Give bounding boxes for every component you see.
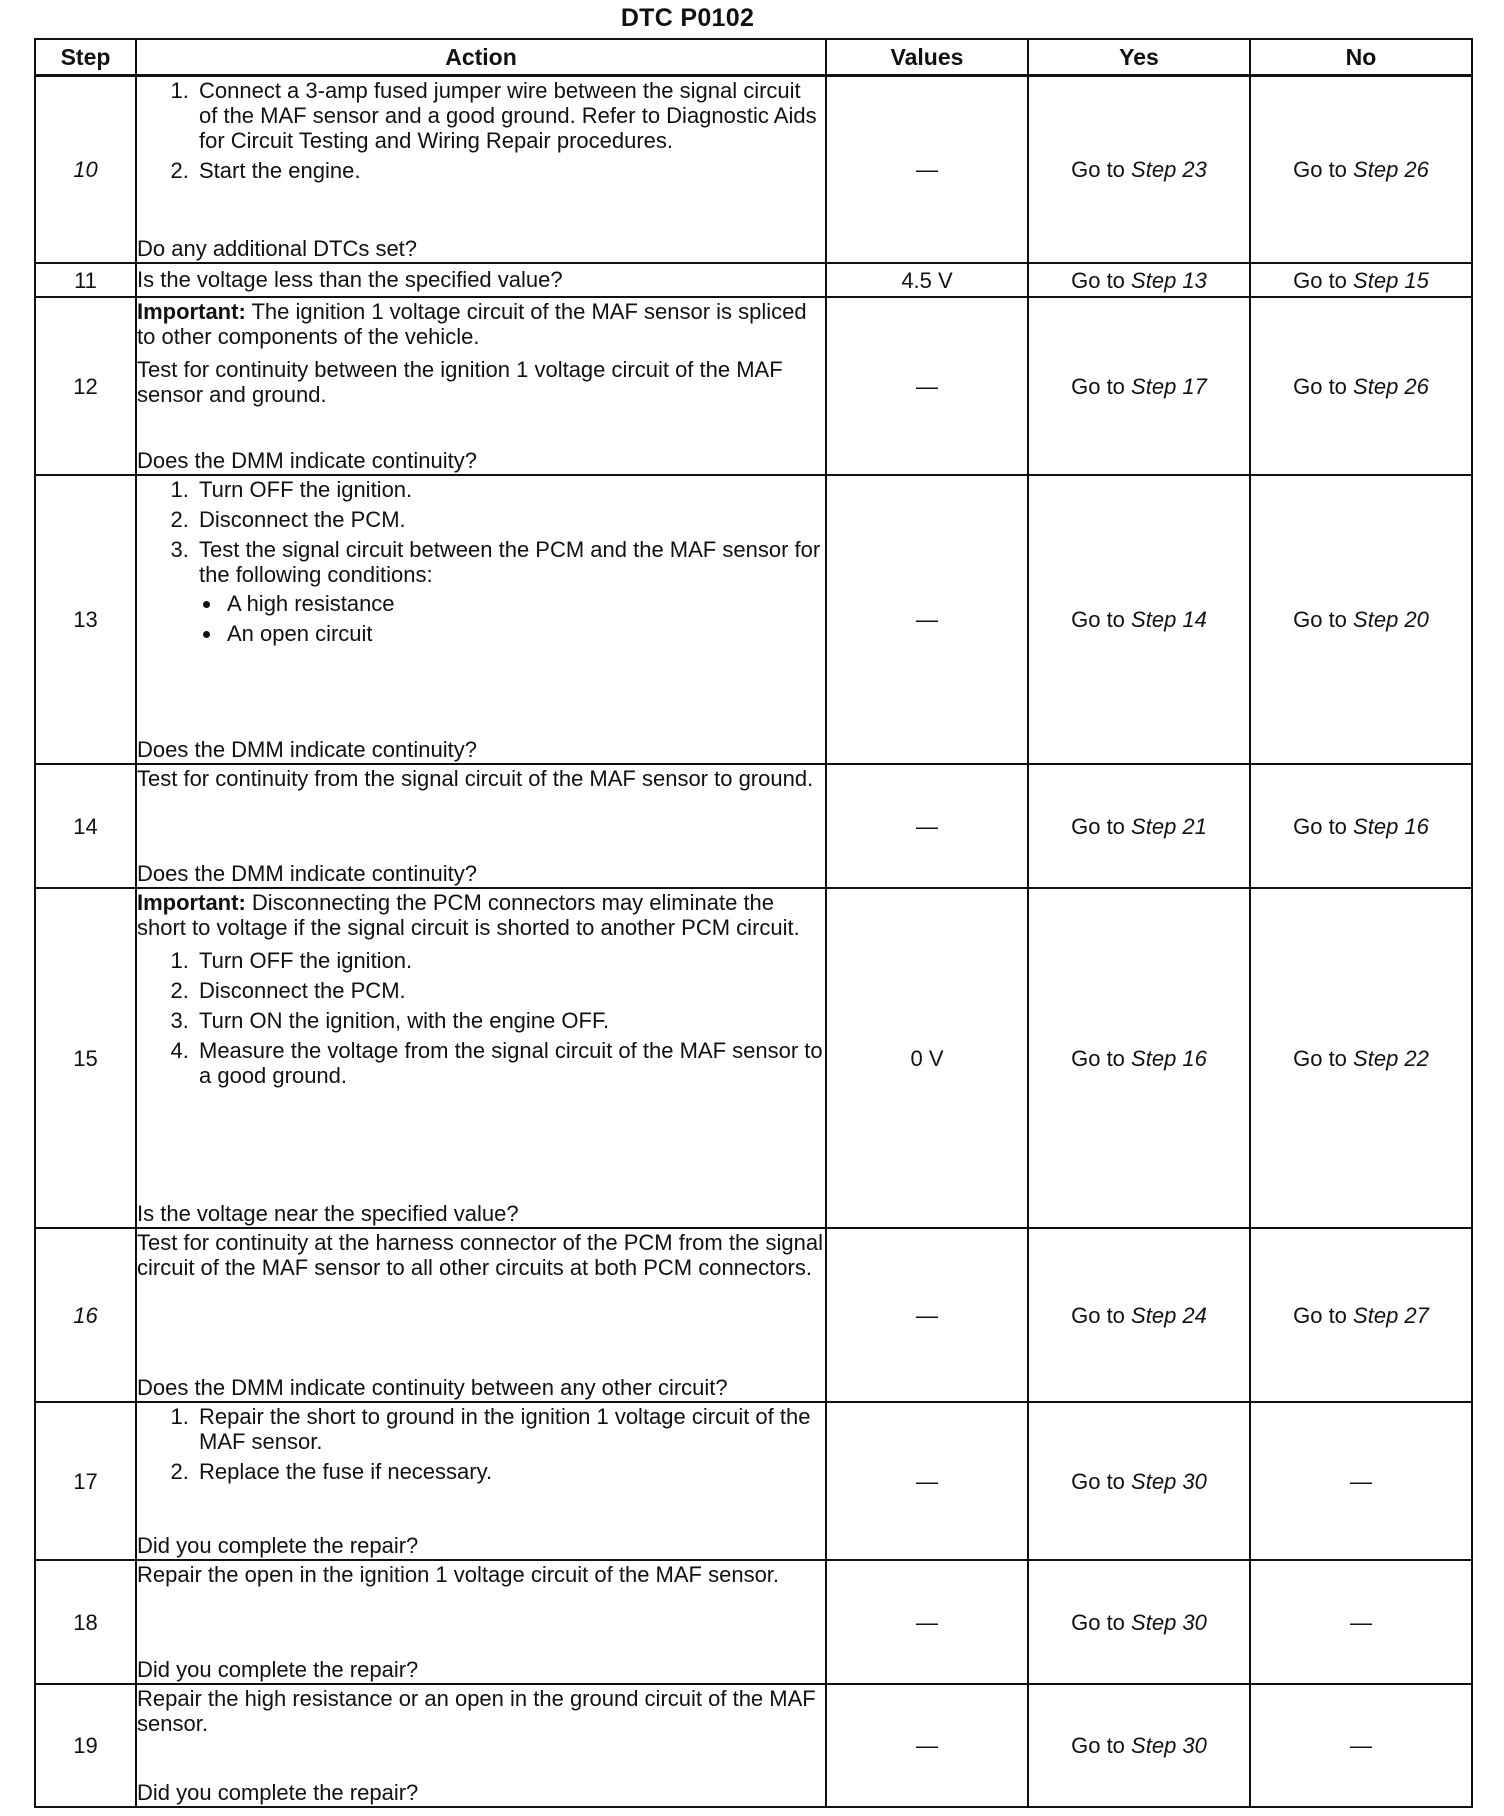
yes-step-link[interactable]: Step 23 <box>1131 157 1207 182</box>
step-number: 13 <box>35 475 136 764</box>
action-steps <box>137 948 825 1088</box>
action-cell <box>136 297 826 475</box>
yes-step-link[interactable]: Step 30 <box>1131 1733 1207 1758</box>
action-step: 3. Test the signal circuit between the PCM and the MAF sensor for the following conditions: • A high resistance • An open circuit <box>195 537 825 646</box>
yes-cell: Go to Step 30 <box>1028 1560 1250 1684</box>
value-cell: — <box>826 76 1028 264</box>
header-values: Values <box>826 39 1028 76</box>
value-cell: 4.5 V <box>826 263 1028 297</box>
action-steps <box>137 78 825 183</box>
no-step-link[interactable]: Step 26 <box>1353 157 1429 182</box>
yes-step-link[interactable]: Step 16 <box>1131 1045 1207 1071</box>
no-cell: Go to Step 16 <box>1250 764 1472 888</box>
action-step: 1. Repair the short to ground in the ignition 1 voltage circuit of the MAF sensor. <box>195 1404 825 1454</box>
yes-cell: Go to Step 23 <box>1028 76 1250 264</box>
no-step-link[interactable]: Step 15 <box>1353 267 1429 293</box>
no-cell: — <box>1250 1684 1472 1807</box>
action-text: Repair the high resistance or an open in the ground circuit of the MAF sensor. <box>137 1686 816 1736</box>
value-cell: 0 V <box>826 888 1028 1228</box>
yes-cell: Go to Step 14 <box>1028 475 1250 764</box>
action-cell <box>136 764 826 888</box>
action-cell <box>136 475 826 764</box>
action-steps <box>137 477 825 646</box>
step-number: 19 <box>35 1684 136 1807</box>
action-cell <box>136 888 826 1228</box>
header-action: Action <box>136 39 826 76</box>
no-step-link[interactable]: Step 26 <box>1353 373 1429 399</box>
important-note: Important: Disconnecting the PCM connectors may eliminate the short to voltage if the signal circuit is shorted to another PCM circuit. <box>137 890 800 940</box>
header-no: No <box>1250 39 1472 76</box>
action-cell <box>136 1402 826 1560</box>
action-question: Did you complete the repair? <box>137 1657 419 1682</box>
step-number: 18 <box>35 1560 136 1684</box>
yes-step-link[interactable]: Step 30 <box>1131 1609 1207 1635</box>
no-cell: — <box>1250 1402 1472 1560</box>
step-number: 16 <box>35 1228 136 1402</box>
yes-cell: Go to Step 16 <box>1028 888 1250 1228</box>
table-row <box>35 475 1472 764</box>
action-step: 4. Measure the voltage from the signal circuit of the MAF sensor to a good ground. <box>195 1038 825 1088</box>
table-row <box>35 1560 1472 1684</box>
condition-list <box>199 591 825 646</box>
step-number: 14 <box>35 764 136 888</box>
action-cell <box>136 1228 826 1402</box>
table-row <box>35 1228 1472 1402</box>
table-row <box>35 263 1472 297</box>
no-cell: Go to Step 26 <box>1250 76 1472 264</box>
action-step: 1. Turn OFF the ignition. <box>195 948 825 973</box>
table-row <box>35 297 1472 475</box>
table-row <box>35 1684 1472 1807</box>
no-cell: Go to Step 15 <box>1250 263 1472 297</box>
yes-step-link[interactable]: Step 13 <box>1131 267 1207 293</box>
no-step-link[interactable]: Step 27 <box>1353 1302 1429 1328</box>
table-row <box>35 888 1472 1228</box>
action-step: 3. Turn ON the ignition, with the engine OFF. <box>195 1008 825 1033</box>
action-steps <box>137 1404 825 1484</box>
action-step: 2. Replace the fuse if necessary. <box>195 1459 825 1484</box>
yes-cell: Go to Step 30 <box>1028 1402 1250 1560</box>
value-cell: — <box>826 297 1028 475</box>
action-step: 1. Connect a 3-amp fused jumper wire between the signal circuit of the MAF sensor and a good ground. Refer to Diagnostic Aids for Circuit Testing and Wiring Repair procedures. <box>195 78 825 153</box>
important-label: Important: <box>137 890 246 915</box>
step-number: 17 <box>35 1402 136 1560</box>
no-cell: Go to Step 27 <box>1250 1228 1472 1402</box>
action-step: 2. Start the engine. <box>195 158 825 183</box>
value-cell: — <box>826 1228 1028 1402</box>
important-label: Important: <box>137 299 246 324</box>
important-note: Important: The ignition 1 voltage circuit of the MAF sensor is spliced to other components of the vehicle. <box>137 299 807 349</box>
action-step: 2. Disconnect the PCM. <box>195 978 825 1003</box>
header-row <box>35 39 1472 76</box>
no-cell: — <box>1250 1560 1472 1684</box>
diagnostic-table <box>34 38 1473 1808</box>
yes-step-link[interactable]: Step 30 <box>1131 1468 1207 1494</box>
yes-step-link[interactable]: Step 24 <box>1131 1302 1207 1328</box>
no-cell: Go to Step 20 <box>1250 475 1472 764</box>
action-question: Does the DMM indicate continuity between any other circuit? <box>137 1375 728 1400</box>
action-question: Did you complete the repair? <box>137 1780 419 1805</box>
step-number: 12 <box>35 297 136 475</box>
yes-step-link[interactable]: Step 14 <box>1131 607 1207 632</box>
value-cell: — <box>826 764 1028 888</box>
action-question: Is the voltage less than the specified value? <box>137 267 563 292</box>
action-cell <box>136 263 826 297</box>
table-row <box>35 1402 1472 1560</box>
yes-cell: Go to Step 21 <box>1028 764 1250 888</box>
no-cell: Go to Step 26 <box>1250 297 1472 475</box>
table-row <box>35 764 1472 888</box>
value-cell: — <box>826 475 1028 764</box>
action-question: Did you complete the repair? <box>137 1533 419 1558</box>
action-cell <box>136 1684 826 1807</box>
yes-cell: Go to Step 13 <box>1028 263 1250 297</box>
header-step: Step <box>35 39 136 76</box>
action-step: 1. Turn OFF the ignition. <box>195 477 825 502</box>
action-cell <box>136 1560 826 1684</box>
value-cell: — <box>826 1560 1028 1684</box>
step-number: 15 <box>35 888 136 1228</box>
condition-item: • A high resistance <box>223 591 825 616</box>
yes-cell: Go to Step 24 <box>1028 1228 1250 1402</box>
table-row <box>35 76 1472 264</box>
action-text: Test for continuity from the signal circuit of the MAF sensor to ground. <box>137 766 814 791</box>
action-text: Test for continuity at the harness connector of the PCM from the signal circuit of the MAF sensor to all other circuits at both PCM connectors. <box>137 1230 824 1280</box>
value-cell: — <box>826 1402 1028 1560</box>
action-question: Does the DMM indicate continuity? <box>137 861 477 886</box>
value-cell: — <box>826 1684 1028 1807</box>
yes-cell: Go to Step 30 <box>1028 1684 1250 1807</box>
condition-item: • An open circuit <box>223 621 825 646</box>
step-number: 10 <box>35 76 136 264</box>
yes-step-link[interactable]: Step 21 <box>1131 813 1207 839</box>
action-text: Test for continuity between the ignition 1 voltage circuit of the MAF sensor and ground. <box>137 357 783 407</box>
yes-cell: Go to Step 17 <box>1028 297 1250 475</box>
no-step-link[interactable]: Step 16 <box>1353 813 1429 839</box>
action-question: Does the DMM indicate continuity? <box>137 737 477 762</box>
action-step: 2. Disconnect the PCM. <box>195 507 825 532</box>
action-text: Repair the open in the ignition 1 voltage circuit of the MAF sensor. <box>137 1562 780 1587</box>
action-question: Does the DMM indicate continuity? <box>137 448 477 473</box>
no-cell: Go to Step 22 <box>1250 888 1472 1228</box>
no-step-link[interactable]: Step 20 <box>1353 607 1429 632</box>
header-yes: Yes <box>1028 39 1250 76</box>
no-step-link[interactable]: Step 22 <box>1353 1045 1429 1071</box>
action-cell <box>136 76 826 264</box>
yes-step-link[interactable]: Step 17 <box>1131 373 1207 399</box>
action-question: Do any additional DTCs set? <box>137 236 418 261</box>
step-number: 11 <box>35 263 136 297</box>
action-question: Is the voltage near the specified value? <box>137 1201 519 1226</box>
page-title: DTC P0102 <box>620 4 755 32</box>
